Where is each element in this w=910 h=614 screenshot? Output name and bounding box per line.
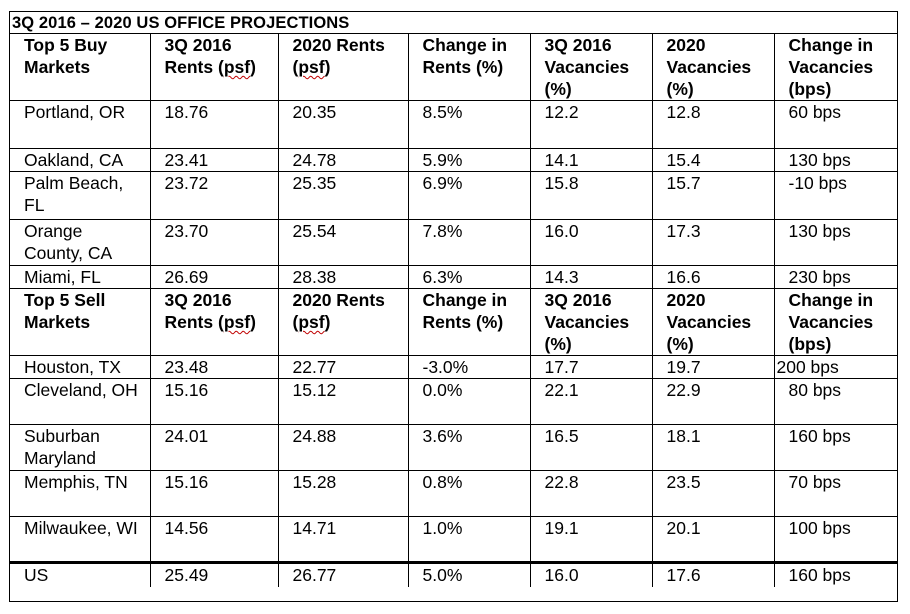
cell-r2016: 23.48 bbox=[150, 356, 278, 379]
header-text: psf bbox=[298, 312, 325, 332]
cell-v2016: 19.1 bbox=[530, 517, 652, 563]
cell-v2020: 17.3 bbox=[652, 220, 774, 266]
cell-v2020: 22.9 bbox=[652, 379, 774, 425]
header-text: 3Q 2016 Rents ( bbox=[164, 290, 232, 332]
cell-v2016: 15.8 bbox=[530, 172, 652, 220]
cell-market: Palm Beach, FL bbox=[10, 172, 150, 220]
buy_header-change-vac-col bbox=[774, 34, 897, 101]
table-row bbox=[10, 471, 897, 517]
cell-v2016: 16.0 bbox=[530, 563, 652, 587]
sell_header-rents-2016-col bbox=[150, 289, 278, 356]
buy_header-market-col bbox=[10, 34, 150, 101]
cell-cr: 5.0% bbox=[408, 563, 530, 587]
cell-r2020: 24.78 bbox=[278, 149, 408, 172]
header-text: Change in Vacancies (bps) bbox=[788, 290, 874, 354]
sell_header-change-vac-col bbox=[774, 289, 897, 356]
table-row bbox=[10, 379, 897, 425]
cell-r2016: 25.49 bbox=[150, 563, 278, 587]
cell-cv: 100 bps bbox=[774, 517, 897, 563]
cell-r2020: 26.77 bbox=[278, 563, 408, 587]
table-row bbox=[10, 563, 897, 587]
cell-v2016: 14.1 bbox=[530, 149, 652, 172]
cell-cv: 130 bps bbox=[774, 220, 897, 266]
cell-r2016: 23.70 bbox=[150, 220, 278, 266]
cell-market: Houston, TX bbox=[10, 356, 150, 379]
header-text: ) bbox=[250, 57, 256, 77]
sell_header-rents-2020-col bbox=[278, 289, 408, 356]
header-text: 3Q 2016 Vacancies (%) bbox=[544, 35, 630, 99]
table-row bbox=[10, 517, 897, 563]
header-text: Change in Rents (%) bbox=[422, 35, 508, 77]
cell-cv: 160 bps bbox=[774, 563, 897, 587]
header-text: ) bbox=[324, 312, 331, 332]
buy_header-rents-2020-col bbox=[278, 34, 408, 101]
table-row bbox=[10, 220, 897, 266]
header-text: ) bbox=[250, 312, 256, 332]
cell-cr: 0.8% bbox=[408, 471, 530, 517]
cell-cr: -3.0% bbox=[408, 356, 530, 379]
cell-market: Suburban Maryland bbox=[10, 425, 150, 471]
table-row bbox=[10, 101, 897, 149]
cell-v2016: 22.8 bbox=[530, 471, 652, 517]
cell-v2016: 22.1 bbox=[530, 379, 652, 425]
table-row bbox=[10, 356, 897, 379]
cell-cr: 0.0% bbox=[408, 379, 530, 425]
cell-v2016: 16.5 bbox=[530, 425, 652, 471]
cell-v2016: 17.7 bbox=[530, 356, 652, 379]
cell-market: Portland, OR bbox=[10, 101, 150, 149]
buy_header-change-rents-col bbox=[408, 34, 530, 101]
header-text: psf bbox=[223, 57, 251, 77]
cell-market: Miami, FL bbox=[10, 266, 150, 289]
cell-cr: 6.9% bbox=[408, 172, 530, 220]
cell-v2020: 23.5 bbox=[652, 471, 774, 517]
cell-cr: 6.3% bbox=[408, 266, 530, 289]
office-projections-table bbox=[9, 11, 898, 602]
cell-r2020: 28.38 bbox=[278, 266, 408, 289]
cell-cv: 160 bps bbox=[774, 425, 897, 471]
cell-v2016: 14.3 bbox=[530, 266, 652, 289]
cell-r2020: 15.12 bbox=[278, 379, 408, 425]
cell-r2016: 14.56 bbox=[150, 517, 278, 563]
cell-cv: 80 bps bbox=[774, 379, 897, 425]
cell-r2020: 25.54 bbox=[278, 220, 408, 266]
cell-r2016: 15.16 bbox=[150, 471, 278, 517]
cell-r2020: 14.71 bbox=[278, 517, 408, 563]
cell-r2016: 23.41 bbox=[150, 149, 278, 172]
cell-v2020: 19.7 bbox=[652, 356, 774, 379]
cell-cr: 7.8% bbox=[408, 220, 530, 266]
cell-market: Cleveland, OH bbox=[10, 379, 150, 425]
buy_header-vac-2020-col bbox=[652, 34, 774, 101]
sell_header-vac-2020-col bbox=[652, 289, 774, 356]
cell-r2020: 24.88 bbox=[278, 425, 408, 471]
cell-v2016: 12.2 bbox=[530, 101, 652, 149]
header-text: psf bbox=[223, 312, 251, 332]
cell-r2016: 15.16 bbox=[150, 379, 278, 425]
header-text: 3Q 2016 Rents ( bbox=[164, 35, 232, 77]
cell-cr: 5.9% bbox=[408, 149, 530, 172]
cell-cr: 3.6% bbox=[408, 425, 530, 471]
sell_header-market-col bbox=[10, 289, 150, 356]
cell-v2020: 15.4 bbox=[652, 149, 774, 172]
cell-cv: 230 bps bbox=[774, 266, 897, 289]
cell-market: Memphis, TN bbox=[10, 471, 150, 517]
cell-r2020: 22.77 bbox=[278, 356, 408, 379]
header-text: 2020 Rents ( bbox=[292, 35, 385, 77]
cell-v2020: 15.7 bbox=[652, 172, 774, 220]
cell-v2020: 20.1 bbox=[652, 517, 774, 563]
cell-r2020: 15.28 bbox=[278, 471, 408, 517]
table-row bbox=[10, 425, 897, 471]
cell-cr: 8.5% bbox=[408, 101, 530, 149]
cell-market: Oakland, CA bbox=[10, 149, 150, 172]
cell-r2016: 18.76 bbox=[150, 101, 278, 149]
buy_header-row bbox=[10, 34, 897, 101]
cell-v2020: 17.6 bbox=[652, 563, 774, 587]
header-text: 2020 Rents ( bbox=[292, 290, 385, 332]
header-text: psf bbox=[298, 57, 325, 77]
header-text: Top 5 Sell Markets bbox=[24, 290, 106, 332]
cell-market: US bbox=[10, 563, 150, 587]
sell_header-row bbox=[10, 289, 897, 356]
projections-grid bbox=[10, 34, 897, 587]
header-text: 3Q 2016 Vacancies (%) bbox=[544, 290, 630, 354]
cell-cv: 130 bps bbox=[774, 149, 897, 172]
cell-v2020: 18.1 bbox=[652, 425, 774, 471]
cell-cr: 1.0% bbox=[408, 517, 530, 563]
header-text: 2020 Vacancies (%) bbox=[666, 35, 752, 99]
header-text: Change in Rents (%) bbox=[422, 290, 508, 332]
cell-cv: -10 bps bbox=[774, 172, 897, 220]
buy_header-rents-2016-col bbox=[150, 34, 278, 101]
buy_header-vac-2016-col bbox=[530, 34, 652, 101]
header-text: Change in Vacancies (bps) bbox=[788, 35, 874, 99]
table-row bbox=[10, 149, 897, 172]
cell-cv: 70 bps bbox=[774, 471, 897, 517]
cell-v2020: 16.6 bbox=[652, 266, 774, 289]
cell-v2020: 12.8 bbox=[652, 101, 774, 149]
header-text: ) bbox=[324, 57, 331, 77]
table-row bbox=[10, 266, 897, 289]
cell-cv: 60 bps bbox=[774, 101, 897, 149]
cell-r2016: 23.72 bbox=[150, 172, 278, 220]
cell-market: Orange County, CA bbox=[10, 220, 150, 266]
header-text: Top 5 Buy Markets bbox=[24, 35, 108, 77]
cell-cv: 200 bps bbox=[774, 356, 897, 379]
table-row bbox=[10, 172, 897, 220]
table-title: 3Q 2016 – 2020 US OFFICE PROJECTIONS bbox=[10, 12, 897, 34]
sell_header-change-rents-col bbox=[408, 289, 530, 356]
cell-market: Milwaukee, WI bbox=[10, 517, 150, 563]
cell-r2016: 26.69 bbox=[150, 266, 278, 289]
cell-r2020: 20.35 bbox=[278, 101, 408, 149]
header-text: 2020 Vacancies (%) bbox=[666, 290, 752, 354]
cell-v2016: 16.0 bbox=[530, 220, 652, 266]
sell_header-vac-2016-col bbox=[530, 289, 652, 356]
cell-r2020: 25.35 bbox=[278, 172, 408, 220]
cell-r2016: 24.01 bbox=[150, 425, 278, 471]
